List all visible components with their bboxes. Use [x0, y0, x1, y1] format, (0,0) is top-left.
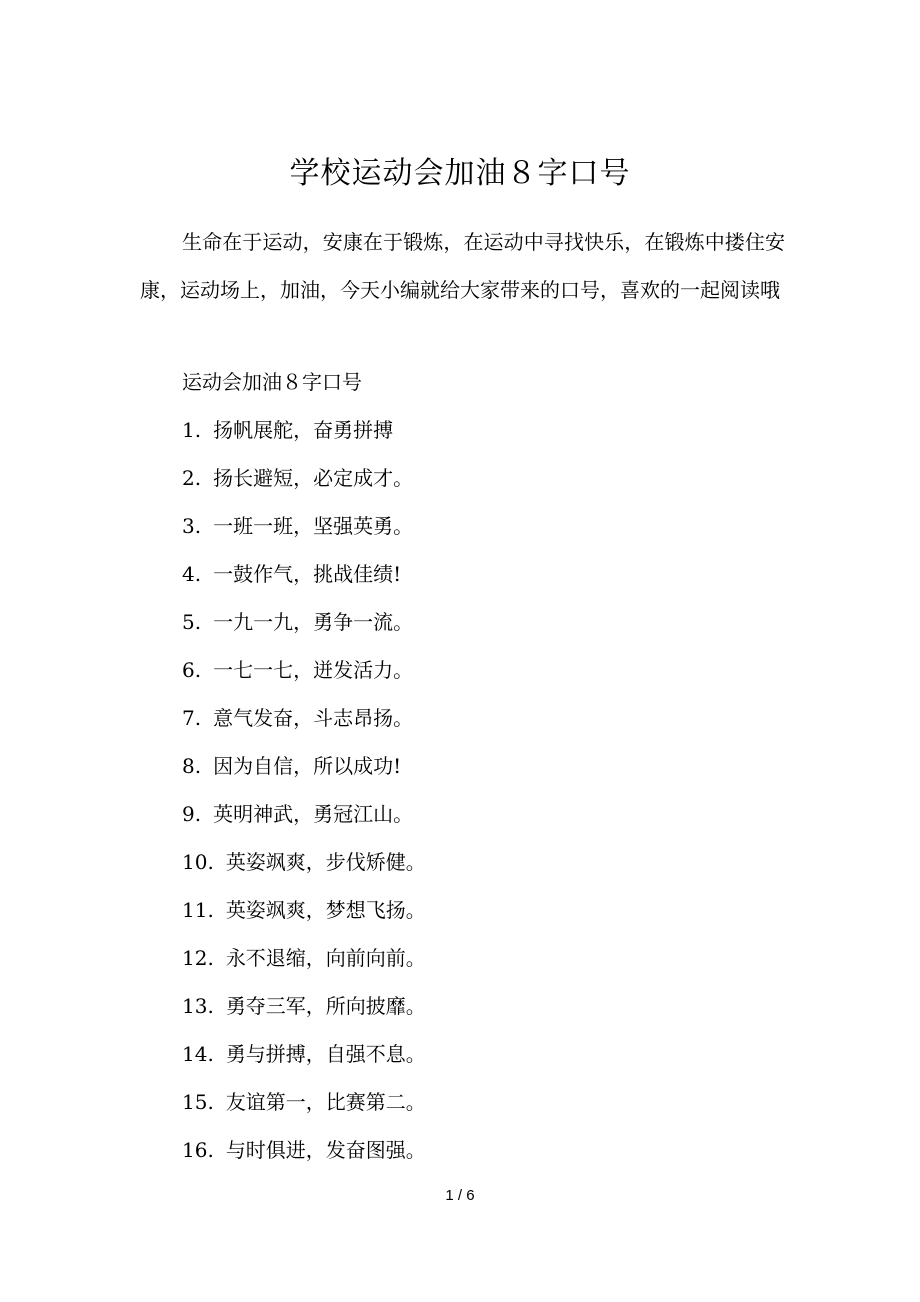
slogan-text: 永不退缩，向前向前。 [225, 946, 426, 970]
slogan-number: 3. [182, 514, 202, 538]
intro-paragraph: 生命在于运动，安康在于锻炼，在运动中寻找快乐，在锻炼中搂住安康，运动场上，加油，今天小编就给大家带来的口号，喜欢的一起阅读哦 [140, 230, 785, 302]
slogan-number: 4. [182, 562, 202, 586]
slogan-item [182, 934, 426, 982]
slogan-number: 10. [182, 850, 214, 874]
slogan-item [182, 886, 426, 934]
slogan-text: 与时俱进，发奋图强。 [225, 1138, 426, 1162]
slogan-text: 友谊第一，比赛第二。 [225, 1090, 426, 1114]
slogan-item [182, 982, 426, 1030]
slogan-text: 一班一班，坚强英勇。 [213, 514, 414, 538]
slogan-item [182, 646, 426, 694]
slogan-text: 英姿飒爽，步伐矫健。 [225, 850, 426, 874]
slogan-item [182, 1030, 426, 1078]
slogan-number: 5. [182, 610, 202, 634]
slogan-number: 14. [182, 1042, 214, 1066]
slogan-number: 8. [182, 754, 202, 778]
slogan-number: 9. [182, 802, 202, 826]
slogan-text: 意气发奋，斗志昂扬。 [213, 706, 414, 730]
slogan-item [182, 1078, 426, 1126]
slogan-item [182, 406, 426, 454]
slogan-item [182, 694, 426, 742]
slogan-item [182, 1126, 426, 1174]
slogan-text: 扬帆展舵，奋勇拼搏 [213, 418, 394, 442]
slogan-text: 一九一九，勇争一流。 [213, 610, 414, 634]
slogan-number: 6. [182, 658, 202, 682]
slogan-item [182, 454, 426, 502]
slogan-list [182, 406, 426, 1174]
slogan-text: 勇夺三军，所向披靡。 [225, 994, 426, 1018]
page-title: 学校运动会加油８字口号 [289, 156, 631, 191]
section-heading: 运动会加油８字口号 [182, 370, 362, 394]
slogan-number: 16. [182, 1138, 214, 1162]
slogan-number: 15. [182, 1090, 214, 1114]
page-indicator: 1 / 6 [445, 1187, 475, 1204]
slogan-number: 2. [182, 466, 202, 490]
slogan-number: 1. [182, 418, 202, 442]
slogan-number: 11. [182, 898, 214, 922]
slogan-item [182, 838, 426, 886]
slogan-item [182, 742, 426, 790]
slogan-item [182, 790, 426, 838]
slogan-item [182, 502, 426, 550]
slogan-item [182, 550, 426, 598]
slogan-item [182, 598, 426, 646]
slogan-text: 一鼓作气，挑战佳绩! [213, 562, 402, 586]
slogan-number: 13. [182, 994, 214, 1018]
slogan-text: 因为自信，所以成功! [213, 754, 402, 778]
slogan-number: 12. [182, 946, 214, 970]
slogan-number: 7. [182, 706, 202, 730]
slogan-text: 一七一七，迸发活力。 [213, 658, 414, 682]
slogan-text: 扬长避短，必定成才。 [213, 466, 414, 490]
slogan-text: 勇与拼搏，自强不息。 [225, 1042, 426, 1066]
slogan-text: 英明神武，勇冠江山。 [213, 802, 414, 826]
slogan-text: 英姿飒爽，梦想飞扬。 [225, 898, 426, 922]
